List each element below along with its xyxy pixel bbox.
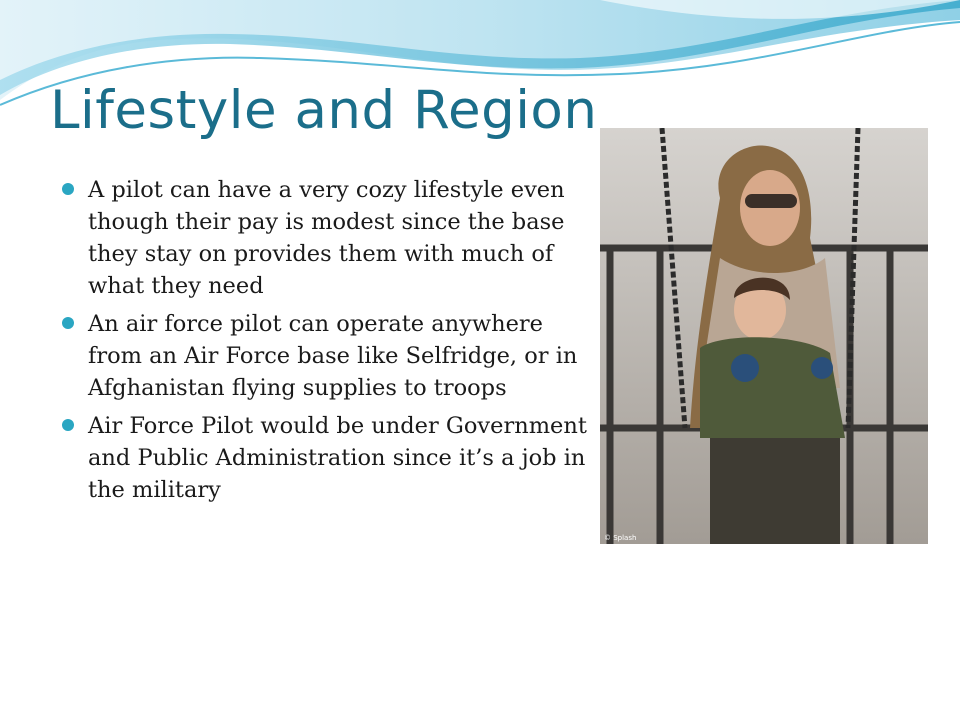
bullet-text: An air force pilot can operate anywhere from an Air Force base like Selfridge, or in Afghanistan flying supplies to troops bbox=[88, 311, 578, 401]
bullet-item bbox=[62, 308, 602, 404]
bullet-list bbox=[62, 174, 602, 512]
woman-and-child-on-swing-photo bbox=[600, 128, 928, 544]
photo-credit: © Splash bbox=[604, 534, 637, 542]
bullet-item bbox=[62, 174, 602, 302]
slide-title: Lifestyle and Region bbox=[50, 80, 598, 141]
bullet-dot-icon bbox=[62, 317, 74, 329]
bullet-text: Air Force Pilot would be under Government and Public Administration since it’s a job in the military bbox=[88, 413, 587, 503]
photo-illustration bbox=[600, 128, 928, 544]
bullet-text: A pilot can have a very cozy lifestyle even though their pay is modest since the base they stay on provides them with much of what they need bbox=[88, 177, 565, 299]
bullet-item bbox=[62, 410, 602, 506]
bullet-dot-icon bbox=[62, 419, 74, 431]
bullet-dot-icon bbox=[62, 183, 74, 195]
